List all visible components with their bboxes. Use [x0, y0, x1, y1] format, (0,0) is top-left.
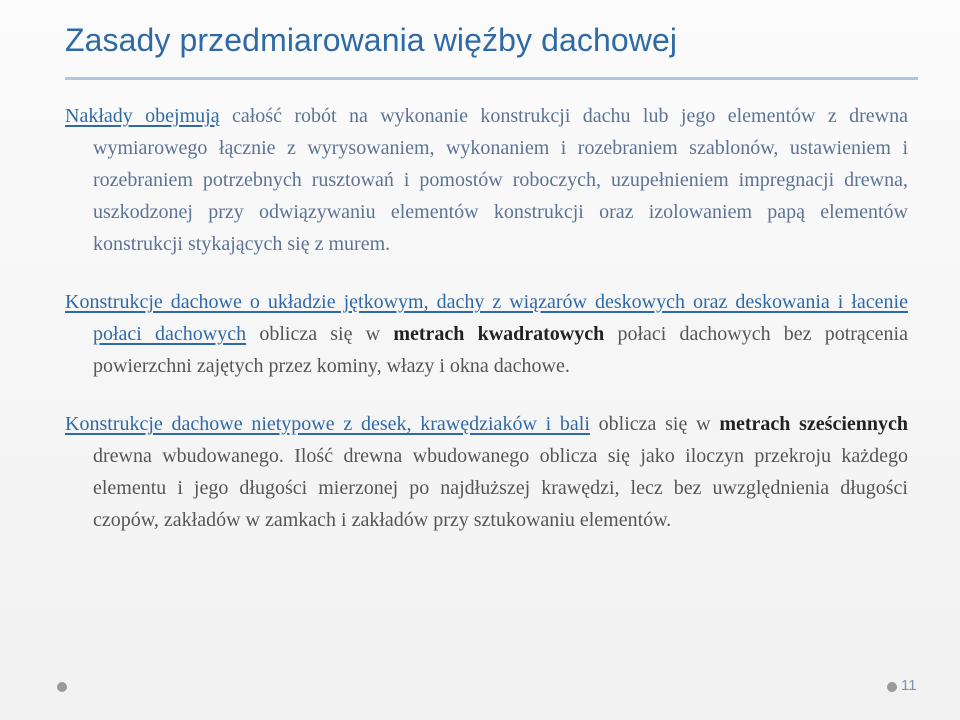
- paragraph-scope-of-work: [65, 100, 908, 260]
- paragraph-body: drewna wbudowanego. Ilość drewna wbudowanego oblicza się jako iloczyn przekroju każdego elementu i jego długości mierzonej po najdłuższej krawędzi, lecz bez uwzględnienia długości czopów, zakładów w zamkach i zakładów przy sztukowaniu elementów.: [93, 445, 908, 531]
- slide-content: [65, 100, 908, 536]
- paragraph-body: całość robót na wykonanie konstrukcji dachu lub jego elementów z drewna wymiarowego łącznie z wyrysowaniem, wykonaniem i rozebraniem szablonów, ustawieniem i rozebraniem potrzebnych rusztowań i pomostów roboczych, uzupełnieniem impregnacji drewna, uszkodzonej przy odwiązywaniu elementów konstrukcji oraz izolowaniem papą elementów konstrukcji stykających się z murem.: [93, 105, 908, 255]
- paragraph-roof-structures-area: [65, 286, 908, 382]
- paragraph-nonstandard-structures: [65, 408, 908, 536]
- paragraph-lead-scope: Nakłady obejmują: [65, 105, 220, 127]
- slide-title: Zasady przedmiarowania więźby dachowej: [65, 22, 678, 58]
- paragraph-lead-nonstandard: Konstrukcje dachowe nietypowe z desek, krawędziaków i bali: [65, 413, 590, 435]
- title-divider: [65, 77, 918, 80]
- paragraph-body: oblicza się w: [589, 413, 720, 435]
- paragraph-body: oblicza się w: [246, 323, 394, 345]
- page-number: 11: [901, 677, 917, 694]
- footer-dot-left: [57, 682, 67, 692]
- unit-cubic-meters: metrach sześciennych: [719, 413, 909, 435]
- paragraph-lead-roof-structures: Konstrukcje dachowe o układzie jętkowym, dachy z wiązarów deskowych oraz deskowania i łacenie połaci dachowych: [65, 291, 908, 345]
- footer-dot-right: [887, 682, 897, 692]
- unit-square-meters: metrach kwadratowych: [393, 323, 605, 345]
- paragraph-body: połaci dachowych bez potrącenia powierzchni zajętych przez kominy, włazy i okna dachowe.: [93, 323, 908, 377]
